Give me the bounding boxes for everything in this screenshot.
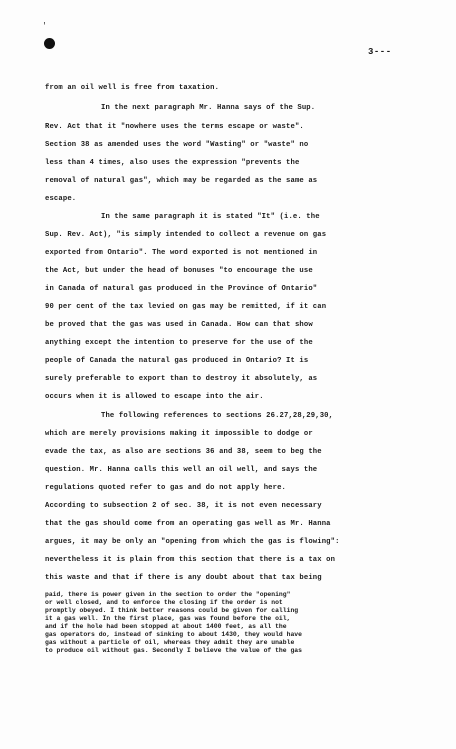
text-line: Sup. Rev. Act), "is simply intended to collect a revenue on gas: [45, 231, 327, 239]
text-line: to produce oil without gas. Secondly I believe the value of the gas: [45, 647, 302, 654]
text-line: this waste and that if there is any doubt about that tax being: [45, 574, 322, 582]
text-line: people of Canada the natural gas produced in Ontario? It is: [45, 357, 309, 365]
text-line: and if the hole had been stopped at about 1400 feet, as all the: [45, 623, 287, 630]
text-line: argues, it may be only an "opening from which the gas is flowing":: [45, 538, 340, 546]
text-line: nevertheless it is plain from this section that there is a tax on: [45, 556, 336, 564]
text-line: be proved that the gas was used in Canada. How can that show: [45, 321, 313, 329]
text-line: from an oil well is free from taxation.: [45, 84, 220, 92]
text-line: that the gas should come from an operating gas well as Mr. Hanna: [45, 520, 331, 528]
text-line: Rev. Act that it "nowhere uses the terms escape or waste".: [45, 123, 304, 131]
text-line: paid, there is power given in the section to order the "opening": [45, 591, 291, 598]
page-number: 3---: [368, 47, 392, 57]
text-line: In the same paragraph it is stated "It" (i.e. the: [101, 213, 320, 221]
text-line: regulations quoted refer to gas and do not apply here.: [45, 484, 287, 492]
text-line: evade the tax, as also are sections 36 and 38, seem to beg the: [45, 448, 322, 456]
text-line: or well closed, and to enforce the closing if the order is not: [45, 599, 283, 606]
text-line: it a gas well. In the first place, gas was found before the oil,: [45, 615, 291, 622]
text-line: The following references to sections 26.27,28,29,30,: [101, 412, 334, 420]
text-line: 90 per cent of the tax levied on gas may be remitted, if it can: [45, 303, 327, 311]
text-line: Section 38 as amended uses the word "Wasting" or "waste" no: [45, 141, 309, 149]
text-line: In the next paragraph Mr. Hanna says of the Sup.: [101, 104, 316, 112]
text-line: in Canada of natural gas produced in the Province of Ontario": [45, 285, 318, 293]
tick-mark: ': [42, 22, 47, 31]
text-line: escape.: [45, 195, 77, 203]
punch-hole: [44, 38, 55, 49]
text-line: occurs when it is allowed to escape into the air.: [45, 393, 264, 401]
text-line: anything except the intention to preserve for the use of the: [45, 339, 313, 347]
text-line: gas without a particle of oil, whereas they admit they are unable: [45, 639, 295, 646]
text-line: less than 4 times, also uses the expression "prevents the: [45, 159, 300, 167]
text-line: surely preferable to export than to destroy it absolutely, as: [45, 375, 318, 383]
text-line: which are merely provisions making it impossible to dodge or: [45, 430, 313, 438]
text-line: removal of natural gas", which may be regarded as the same as: [45, 177, 318, 185]
text-line: the Act, but under the head of bonuses "to encourage the use: [45, 267, 313, 275]
text-line: question. Mr. Hanna calls this well an oil well, and says the: [45, 466, 318, 474]
text-line: According to subsection 2 of sec. 38, it is not even necessary: [45, 502, 322, 510]
text-line: promptly obeyed. I think better reasons could be given for calling: [45, 607, 299, 614]
text-line: exported from Ontario". The word exported is not mentioned in: [45, 249, 318, 257]
text-line: gas operators do, instead of sinking to about 1430, they would have: [45, 631, 302, 638]
